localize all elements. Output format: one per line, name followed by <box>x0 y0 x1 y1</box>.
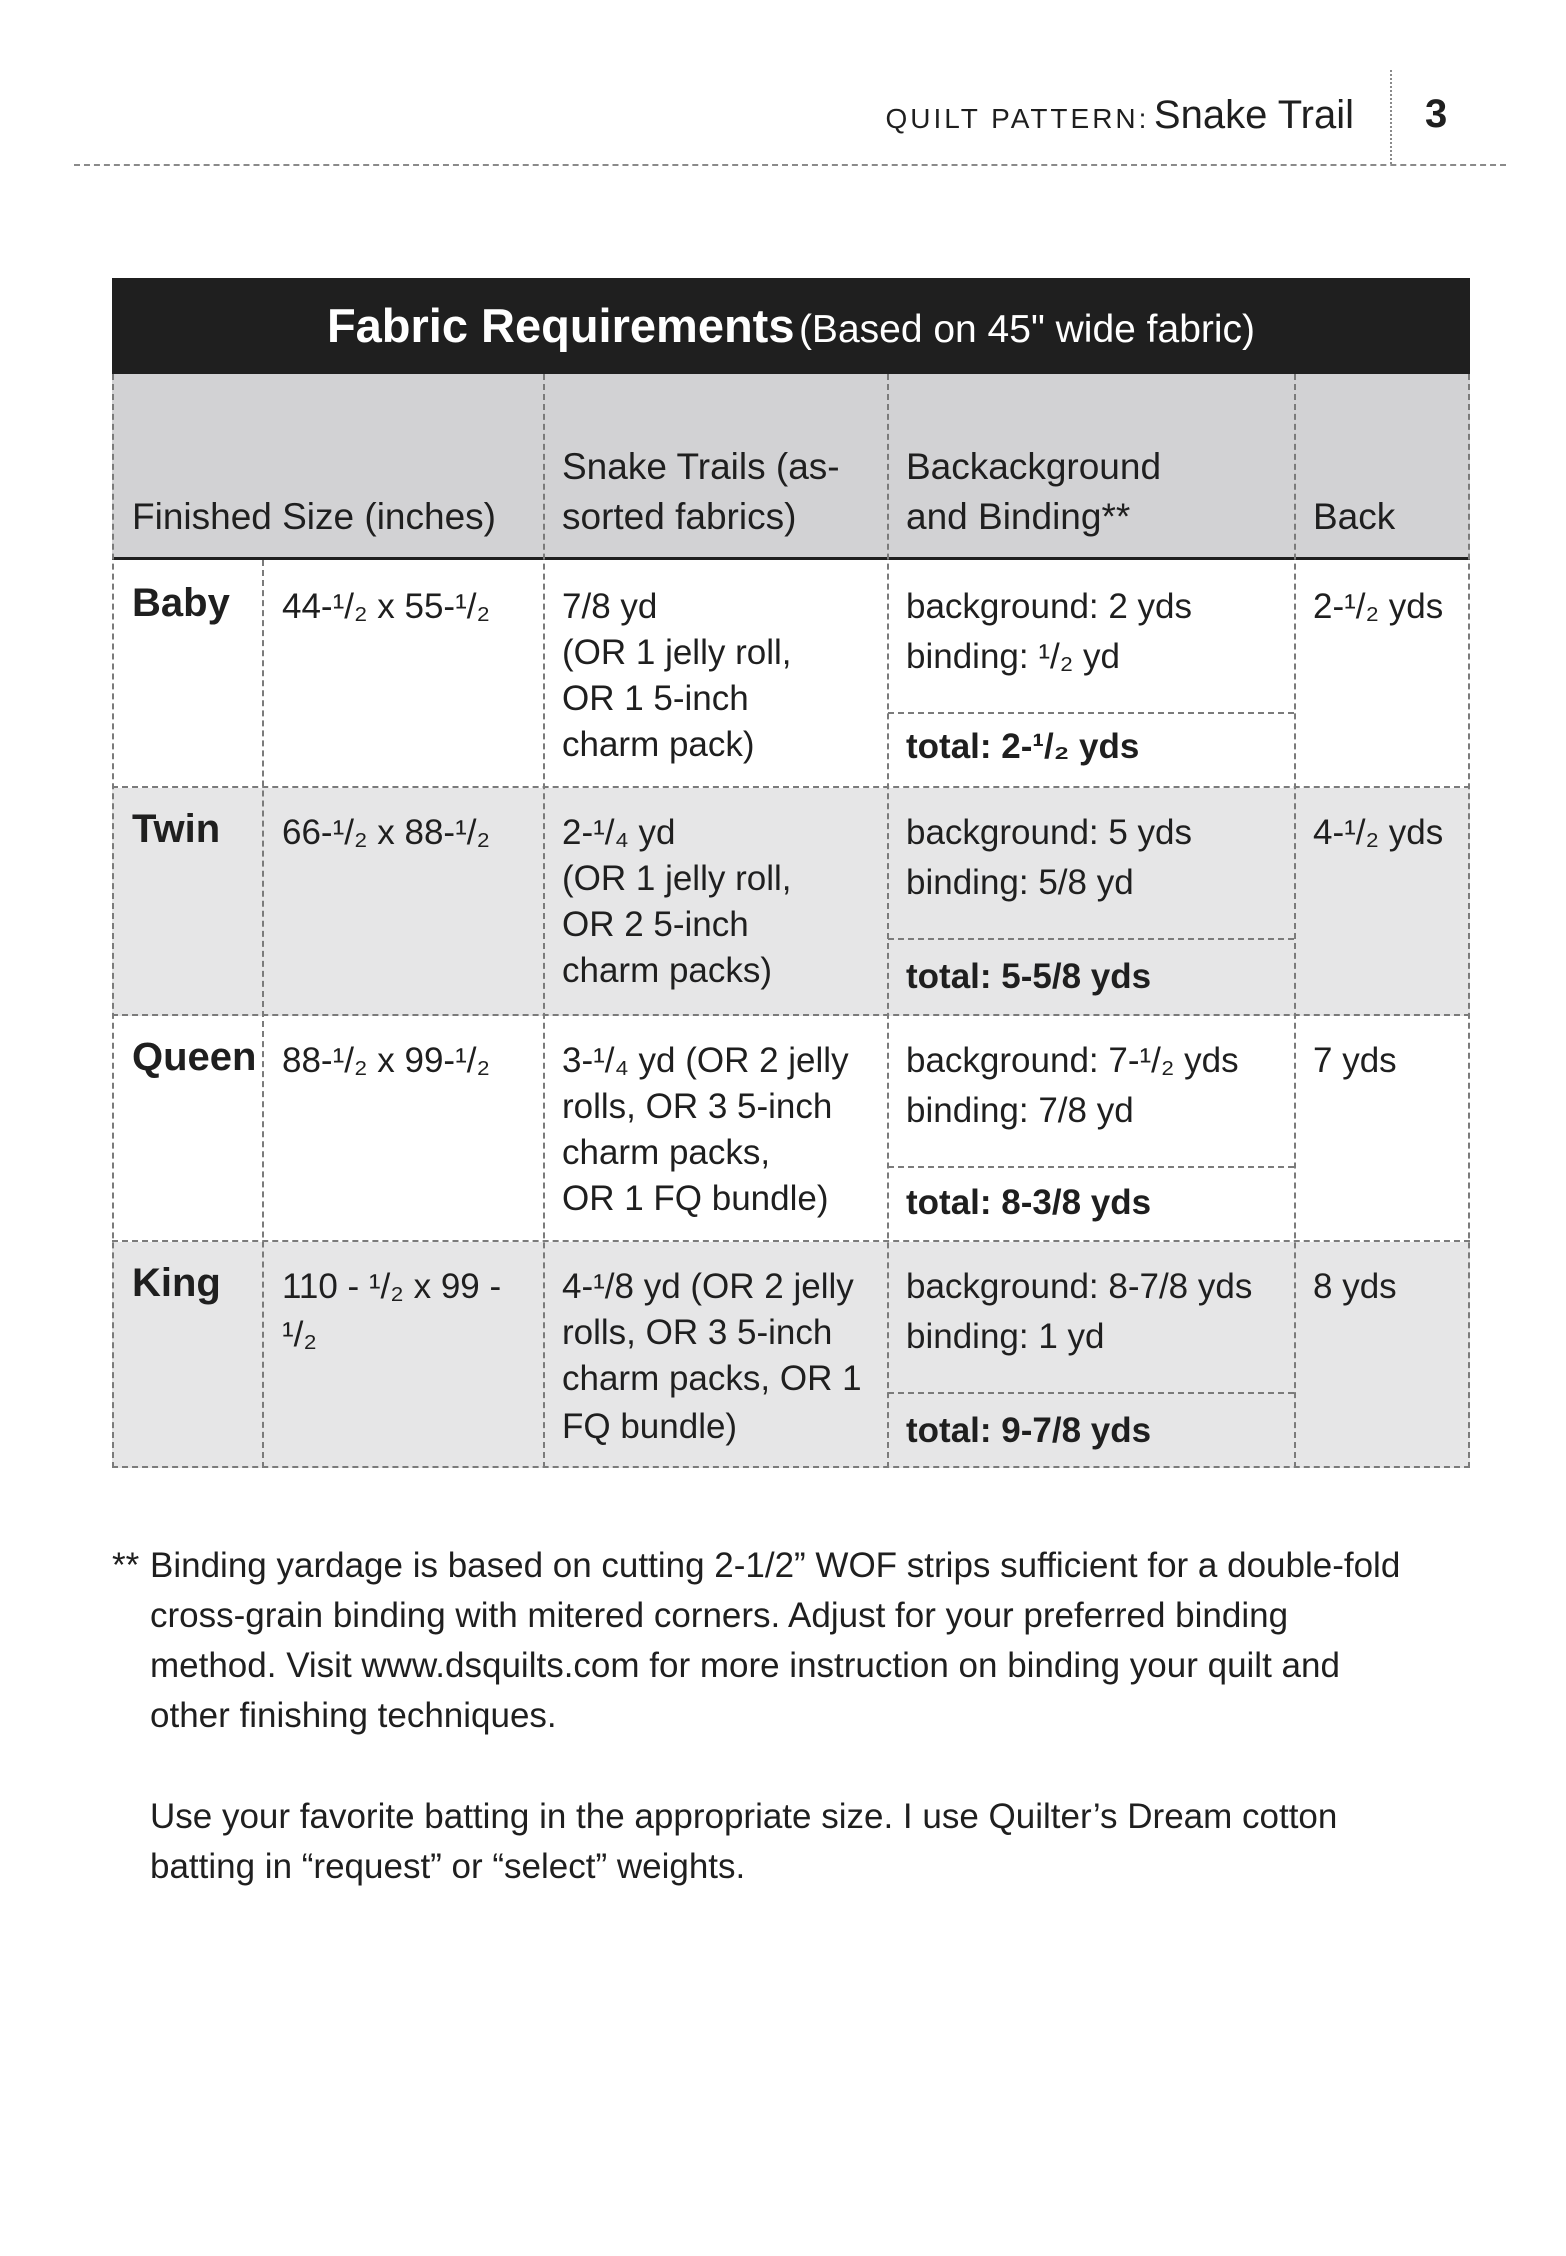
row-divider <box>112 1240 1470 1242</box>
background-yardage: background: 8-7/8 yds <box>906 1267 1253 1306</box>
total-yardage: total: 2-¹/₂ yds <box>906 727 1140 766</box>
binding-footnote <box>150 1541 1490 1741</box>
trails-line: charm packs) <box>562 951 773 990</box>
trails-line: (OR 1 jelly roll, <box>562 859 792 898</box>
footnote-marker: ** <box>112 1546 140 1585</box>
back-yardage: 2-¹/₂ yds <box>1313 587 1444 626</box>
binding-yardage: binding: ¹/₂ yd <box>906 637 1120 676</box>
size-name: Twin <box>132 807 221 851</box>
trails-line: rolls, OR 3 5-inch <box>562 1087 833 1126</box>
header-rule <box>74 164 1506 166</box>
column-divider <box>887 374 889 1468</box>
total-divider <box>888 1166 1294 1168</box>
size-dimensions: 66-¹/₂ x 88-¹/₂ <box>282 813 491 852</box>
background-yardage: background: 7-¹/₂ yds <box>906 1041 1239 1080</box>
trails-line: 7/8 yd <box>562 587 658 626</box>
trails-line: charm pack) <box>562 725 755 764</box>
batting-note <box>150 1792 1490 1892</box>
footnote-line: Binding yardage is based on cutting 2-1/2” WOF strips sufficient for a double-fold <box>150 1546 1401 1585</box>
column-header-finished-size: Finished Size (inches) <box>132 496 496 537</box>
trails-line: OR 2 5-inch <box>562 905 749 944</box>
size-name: Queen <box>132 1035 257 1079</box>
footnote-line: cross-grain binding with mitered corners. Adjust for your preferred binding <box>150 1596 1289 1635</box>
fabric-requirements-table <box>112 278 1470 1468</box>
size-dimensions: 44-¹/₂ x 55-¹/₂ <box>282 587 491 626</box>
table-title-bold: Fabric Requirements <box>326 299 795 352</box>
trails-line: (OR 1 jelly roll, <box>562 633 792 672</box>
column-header-background-line2: and Binding** <box>906 496 1131 537</box>
back-yardage: 7 yds <box>1313 1041 1397 1080</box>
back-yardage: 4-¹/₂ yds <box>1313 813 1444 852</box>
size-dimensions: 110 - ¹/₂ x 99 - <box>282 1267 502 1306</box>
table-title <box>112 278 1470 374</box>
binding-yardage: binding: 7/8 yd <box>906 1091 1134 1130</box>
header-title: Snake Trail <box>1153 93 1354 137</box>
background-yardage: background: 2 yds <box>906 587 1193 626</box>
table-right-border <box>1468 374 1470 1468</box>
footnote-line: other finishing techniques. <box>150 1696 557 1735</box>
size-name: Baby <box>132 581 230 625</box>
trails-line: OR 1 5-inch <box>562 679 749 718</box>
trails-line: charm packs, <box>562 1133 771 1172</box>
total-divider <box>888 938 1294 940</box>
trails-line: OR 1 FQ bundle) <box>562 1179 829 1218</box>
trails-line: FQ bundle) <box>562 1407 738 1446</box>
trails-line: 4-¹/8 yd (OR 2 jelly <box>562 1267 854 1306</box>
trails-line: 2-¹/₄ yd <box>562 813 676 852</box>
total-yardage: total: 9-7/8 yds <box>906 1411 1152 1450</box>
trails-line: charm packs, OR 1 <box>562 1359 862 1398</box>
binding-yardage: binding: 1 yd <box>906 1317 1105 1356</box>
running-header <box>885 93 1354 138</box>
footnote-line: Use your favorite batting in the appropriate size. I use Quilter’s Dream cotton <box>150 1797 1338 1836</box>
background-yardage: background: 5 yds <box>906 813 1193 852</box>
table-bottom-border <box>112 1466 1470 1468</box>
header-label: QUILT PATTERN: <box>885 103 1150 134</box>
trails-line: rolls, OR 3 5-inch <box>562 1313 833 1352</box>
table-left-border <box>112 374 114 1468</box>
row-divider <box>112 1014 1470 1016</box>
column-header-back: Back <box>1313 496 1396 537</box>
table-title-subtitle: (Based on 45" wide fabric) <box>798 308 1256 351</box>
trails-line: 3-¹/₄ yd (OR 2 jelly <box>562 1041 849 1080</box>
column-divider <box>1294 374 1296 1468</box>
size-name: King <box>132 1261 221 1305</box>
binding-yardage: binding: 5/8 yd <box>906 863 1134 902</box>
column-divider <box>543 374 545 1468</box>
column-header-snake-trails-line1: Snake Trails (as- <box>562 446 840 487</box>
back-yardage: 8 yds <box>1313 1267 1397 1306</box>
total-divider <box>888 712 1294 714</box>
row-divider <box>112 786 1470 788</box>
column-header-snake-trails-line2: sorted fabrics) <box>562 496 797 537</box>
size-dimensions: 88-¹/₂ x 99-¹/₂ <box>282 1041 491 1080</box>
header-bottom-rule <box>112 557 1470 560</box>
total-yardage: total: 5-5/8 yds <box>906 957 1152 996</box>
total-divider <box>888 1392 1294 1394</box>
size-dimensions-continued: ¹/₂ <box>282 1315 317 1354</box>
header-divider <box>1390 70 1392 164</box>
footnote-line: method. Visit www.dsquilts.com for more instruction on binding your quilt and <box>150 1646 1340 1685</box>
footnote-line: batting in “request” or “select” weights. <box>150 1847 746 1886</box>
total-yardage: total: 8-3/8 yds <box>906 1183 1152 1222</box>
page-number: 3 <box>1425 92 1448 136</box>
column-header-background-line1: Backackground <box>906 446 1162 487</box>
